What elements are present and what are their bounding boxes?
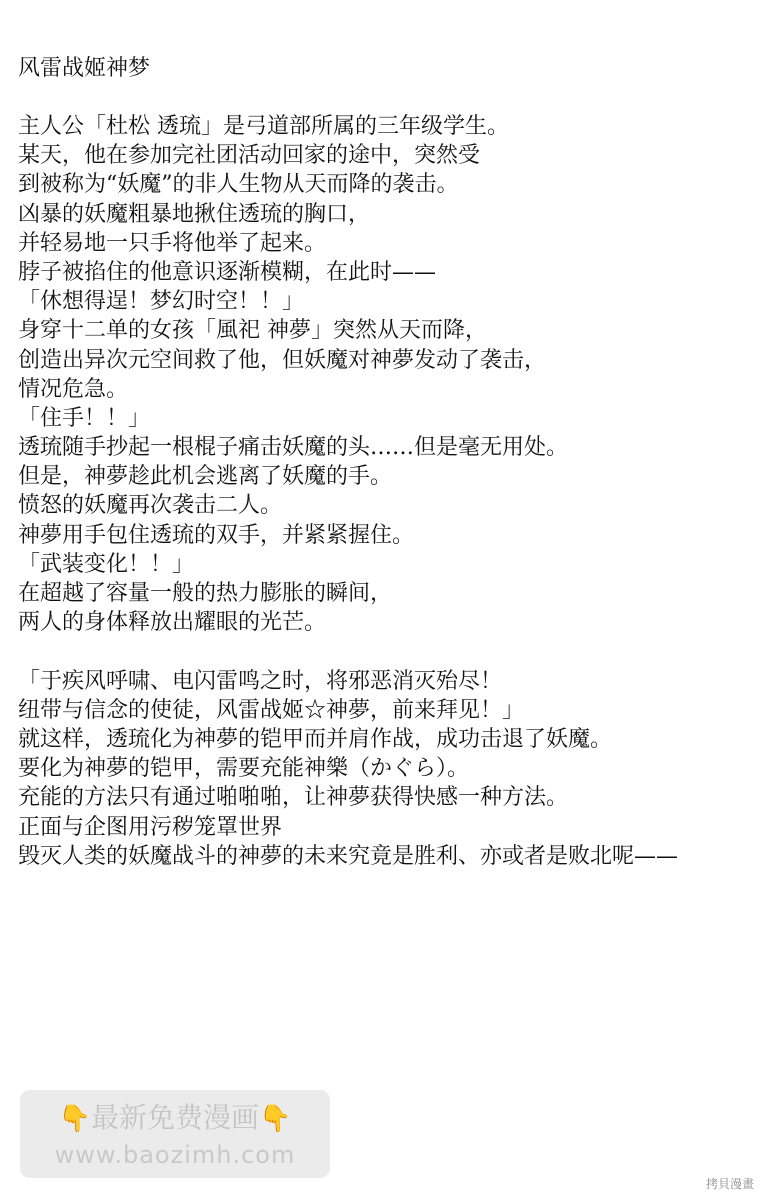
text-line: 脖子被掐住的他意识逐渐模糊，在此时——	[18, 259, 437, 285]
paragraph	[18, 112, 764, 637]
text-line: 情况危急。	[18, 376, 129, 402]
text-line: 创造出异次元空间救了他，但妖魔对神夢发动了袭击，	[18, 347, 547, 373]
text-line: 「于疾风呼啸、电闪雷鸣之时，将邪恶消灭殆尽！	[18, 668, 503, 694]
text-line: 「武装变化！！」	[18, 551, 195, 577]
pointing-down-hand-icon: 👇	[58, 1104, 91, 1134]
text-line: 两人的身体释放出耀眼的光芒。	[18, 610, 327, 636]
text-line: 神夢用手包住透琉的双手，并紧紧握住。	[18, 522, 415, 548]
watermark-badge	[20, 1090, 330, 1178]
text-line: 但是，神夢趁此机会逃离了妖魔的手。	[18, 464, 393, 490]
text-line: 要化为神夢的铠甲，需要充能神樂（かぐら）。	[18, 756, 470, 782]
text-line: 主人公「杜松 透琉」是弓道部所属的三年级学生。	[18, 114, 509, 139]
text-line: 就这样，透琉化为神夢的铠甲而并肩作战，成功击退了妖魔。	[18, 726, 613, 752]
text-line: 透琉随手抄起一根棍子痛击妖魔的头……但是毫无用处。	[18, 435, 569, 461]
watermark-url: www.baozimh.com	[54, 1141, 296, 1169]
paragraph	[18, 667, 764, 871]
text-line: 某天，他在参加完社团活动回家的途中，突然受	[18, 143, 481, 169]
watermark-text: 最新免费漫画	[90, 1101, 259, 1134]
corner-watermark-label: 拷貝漫畫	[705, 1177, 754, 1191]
text-line: 充能的方法只有通过啪啪啪，让神夢获得快感一种方法。	[18, 785, 569, 811]
text-line: 正面与企图用污秽笼罩世界	[18, 814, 283, 840]
text-line: 纽带与信念的使徒，风雷战姬☆神夢，前来拜见！」	[18, 697, 525, 723]
text-line: 到被称为“妖魔”的非人生物从天而降的袭击。	[18, 172, 459, 198]
text-line: 身穿十二单的女孩「風祀 神夢」突然从天而降，	[18, 318, 487, 344]
watermark-line-1	[20, 1100, 330, 1137]
story-text	[18, 112, 764, 871]
text-line: 并轻易地一只手将他举了起来。	[18, 230, 327, 256]
pointing-down-hand-icon: 👇	[259, 1104, 292, 1134]
text-line: 在超越了容量一般的热力膨胀的瞬间，	[18, 581, 393, 606]
text-line: 「住手！！」	[18, 405, 151, 431]
story-title: 风雷战姬神梦	[18, 56, 151, 81]
paragraph-gap	[18, 637, 764, 666]
text-line: 「休想得逞！梦幻时空！！」	[18, 289, 305, 315]
text-line: 愤怒的妖魔再次袭击二人。	[18, 493, 283, 519]
text-line: 毁灭人类的妖魔战斗的神夢的未来究竟是胜利、亦或者是败北呢——	[18, 843, 679, 869]
text-line: 凶暴的妖魔粗暴地揪住透琉的胸口，	[18, 201, 371, 227]
